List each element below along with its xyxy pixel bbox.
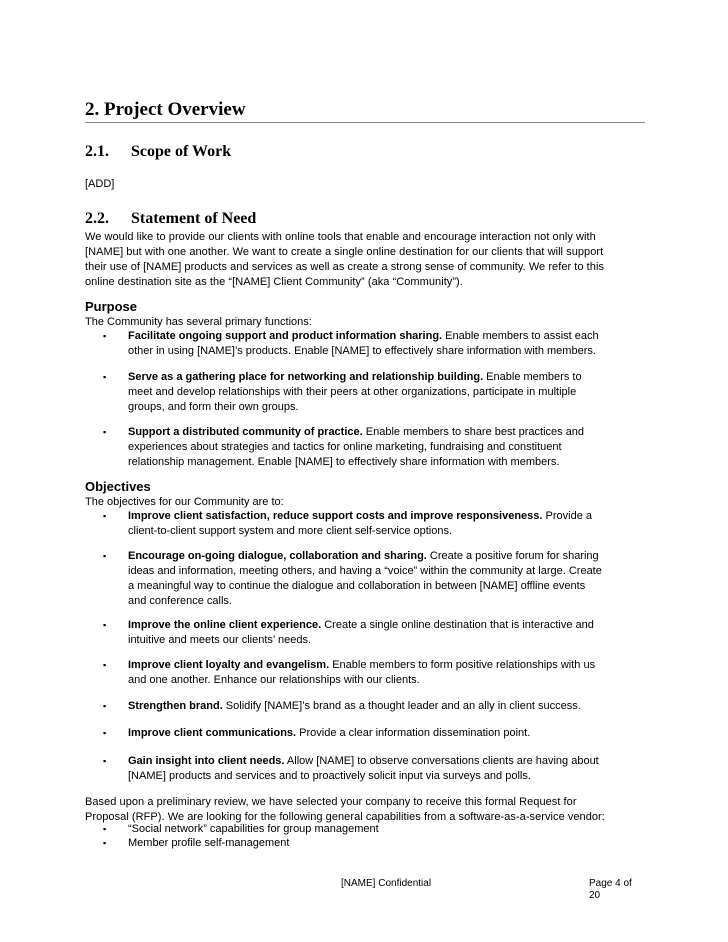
paragraph-line: We would like to provide our clients with online tools that enable and encourage interaction not only with (85, 231, 596, 243)
list-item: ▪ Encourage on-going dialogue, collaboration and sharing. Create a positive forum for sharing ideas and information, meeting others, and having a “voice” within the community at large. Create a meaningful way to continue the dialogue and collaboration in between [NAME] offline events and conference calls. (103, 550, 602, 607)
bullet-icon: ▪ (103, 551, 107, 561)
statement-of-need-paragraph (85, 230, 645, 290)
objectives-heading: Objectives (85, 479, 151, 494)
purpose-heading: Purpose (85, 299, 138, 314)
bullet-icon: ▪ (103, 756, 107, 766)
list-item: ▪ Facilitate ongoing support and product information sharing. Enable members to assist each other in using [NAME]’s products. Enable [NAME] to effectively share information with members. (103, 330, 599, 357)
bullet-icon: ▪ (103, 331, 107, 341)
list-item: ▪ Improve client communications. Provide a clear information dissemination point. (103, 727, 531, 739)
paragraph-line: online destination site as the “[NAME] Client Community” (aka “Community”). (85, 276, 463, 288)
bullet-icon: ▪ (103, 728, 107, 738)
bullet-icon: ▪ (103, 372, 107, 382)
heading-text: Statement of Need (131, 210, 257, 227)
heading-scope-of-work (85, 143, 231, 161)
rfp-paragraph (85, 795, 645, 825)
list-item: ▪ Strengthen brand. Solidify [NAME]’s brand as a thought leader and an ally in client success. (103, 700, 581, 712)
bullet-icon: ▪ (103, 427, 107, 437)
objectives-intro: The objectives for our Community are to: (85, 496, 284, 508)
list-item: ▪ Improve the online client experience. Create a single online destination that is interactive and intuitive and meets our clients’ needs. (103, 619, 594, 646)
bullet-icon: ▪ (103, 620, 107, 630)
bullet-icon: ▪ (103, 701, 107, 711)
paragraph-line: [NAME] but with one another. We want to create a single online destination for our clients that will support (85, 246, 604, 258)
list-item: ▪ Improve client loyalty and evangelism. Enable members to form positive relationships with us and one another. Enhance our relationships with our clients. (103, 659, 596, 686)
footer-page-number: Page 4 of 20 (589, 878, 632, 901)
purpose-intro: The Community has several primary functions: (85, 316, 312, 328)
heading-text: Scope of Work (131, 143, 232, 160)
paragraph-line: Based upon a preliminary review, we have selected your company to receive this formal Request for (85, 796, 577, 808)
list-item: ▪ Improve client satisfaction, reduce support costs and improve responsiveness. Provide a client-to-client support system and more client self-service options. (103, 510, 592, 537)
heading-statement-of-need (85, 210, 256, 228)
bullet-icon: ▪ (103, 660, 107, 670)
bullet-icon: ▪ (103, 511, 107, 521)
paragraph-line: Proposal (RFP). We are looking for the following general capabilities from a software-as-a-service vendor: (85, 811, 605, 823)
section-heading-project-overview: 2. Project Overview (85, 99, 645, 123)
bullet-icon: ▪ (103, 824, 107, 834)
list-item: ▪ Member profile self-management (103, 837, 290, 849)
heading-number: 2.2. (85, 210, 109, 227)
list-item: ▪ “Social network” capabilities for group management (103, 823, 379, 835)
list-item: ▪ Gain insight into client needs. Allow [NAME] to observe conversations clients are having about [NAME] products and services and to proactively solicit input via surveys and polls. (103, 755, 599, 782)
list-item: ▪ Support a distributed community of practice. Enable members to share best practices and experiences about strategies and tactics for online marketing, fundraising and constituent relationship management. Enable [NAME] to effectively share information with members. (103, 426, 585, 468)
scope-body: [ADD] (85, 178, 115, 190)
bullet-icon: ▪ (103, 838, 107, 848)
footer-confidential: [NAME] Confidential (341, 878, 432, 889)
list-item: ▪ Serve as a gathering place for networking and relationship building. Enable members to meet and develop relationships with their peers at other organizations, participate in multiple groups, and form their own groups. (103, 371, 582, 413)
heading-number: 2.1. (85, 143, 109, 160)
paragraph-line: their use of [NAME] products and services as well as create a strong sense of community. We refer to this (85, 261, 605, 273)
